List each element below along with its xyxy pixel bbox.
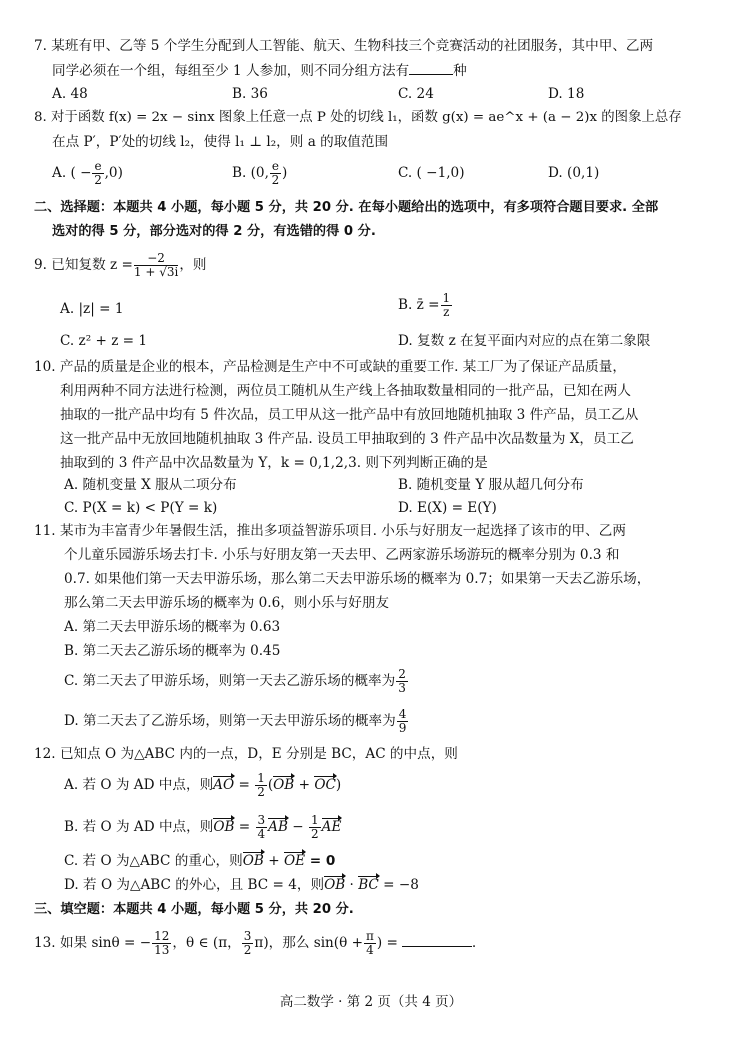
q11-option-d-text: D. 第二天去了乙游乐场，则第一天去甲游乐场的概率为 bbox=[64, 713, 396, 729]
q9-b-den: z bbox=[443, 305, 450, 319]
q12-d-dot: · bbox=[345, 877, 359, 893]
q12-c-vec-oe: OE bbox=[283, 853, 306, 869]
q12-a-fraction bbox=[255, 772, 267, 799]
q12-b-vec-ae: AE bbox=[321, 819, 342, 835]
q11-line3: 0.7. 如果他们第一天去甲游乐场，那么第二天去甲游乐场的概率为 0.7；如果第一天去乙游乐场， bbox=[64, 571, 651, 587]
q9-stem-den: 1 + √3i bbox=[133, 265, 179, 279]
q7-line1: 7. 某班有甲、乙等 5 个学生分配到人工智能、航天、生物科技三个竞赛活动的社团服务，其中甲、乙两 bbox=[34, 38, 654, 54]
q8-option-a-fraction bbox=[92, 160, 103, 187]
q7-option-d: D. 18 bbox=[548, 86, 585, 102]
q12-option-d bbox=[64, 876, 419, 894]
q9-option-b-pre: B. z̄ = bbox=[398, 297, 440, 313]
q9-stem-pre: 9. 已知复数 z = bbox=[34, 257, 133, 273]
q12-b-vec-ob: OB bbox=[213, 819, 235, 835]
q8-option-a-post: ,0) bbox=[104, 165, 123, 181]
q12-a-num: 1 bbox=[257, 771, 265, 785]
q11-c-den: 3 bbox=[398, 681, 406, 695]
q8-line1: 8. 对于函数 f(x) = 2x − sinx 图象上任意一点 P 处的切线 l₁，函数 g(x) = ae^x + (a − 2)x 的图象上总存 bbox=[34, 110, 682, 125]
q10-line4: 这一批产品中无放回地随机抽取 3 件产品. 设员工甲抽取到的 3 件产品中次品数量为 X，员工乙 bbox=[60, 431, 634, 447]
q10-line5: 抽取到的 3 件产品中次品数量为 Y，k = 0,1,2,3. 则下列判断正确的是 bbox=[60, 455, 488, 471]
q9-stem-num: −2 bbox=[134, 252, 178, 266]
q7-line2-text: 同学必须在一个组，每组至少 1 人参加，则不同分组方法有 bbox=[52, 63, 410, 79]
q12-a-vec-ob: OB bbox=[273, 777, 295, 793]
q12-option-c bbox=[64, 852, 335, 870]
q11-line2: 个儿童乐园游乐场去打卡. 小乐与好朋友第一天去甲、乙两家游乐场游玩的概率分别为 0.3 和 bbox=[64, 547, 620, 563]
q12-stem: 12. 已知点 O 为△ABC 内的一点，D，E 分别是 BC，AC 的中点，则 bbox=[34, 746, 458, 762]
q13-fraction2 bbox=[242, 930, 254, 957]
q12-d-vec-ob: OB bbox=[324, 877, 346, 893]
q12-c-pre: C. 若 O 为△ABC 的重心，则 bbox=[64, 853, 243, 869]
q9-b-num: 1 bbox=[442, 291, 451, 305]
q7-line2 bbox=[52, 61, 467, 80]
q8-line2: 在点 P′，P′处的切线 l₂，使得 l₁ ⊥ l₂，则 a 的取值范围 bbox=[52, 134, 389, 150]
q12-c-vec-ob: OB bbox=[242, 853, 264, 869]
q8-option-a bbox=[52, 160, 123, 187]
q12-b-pre: B. 若 O 为 AD 中点，则 bbox=[64, 819, 214, 835]
q7-answer-blank bbox=[409, 61, 453, 75]
q8-b-num: e bbox=[271, 159, 280, 173]
q11-option-d-fraction bbox=[397, 708, 409, 735]
q12-b-vec-ab: AB bbox=[268, 819, 288, 835]
q13-mid: ，θ ∈ (π， bbox=[172, 935, 241, 951]
q13-post: ) = bbox=[376, 935, 398, 951]
q12-b-fraction1 bbox=[256, 814, 268, 841]
q12-d-pre: D. 若 O 为△ABC 的外心，且 BC = 4，则 bbox=[64, 877, 325, 893]
q12-a-plus: + bbox=[294, 777, 315, 793]
q9-option-c: C. z² + z = 1 bbox=[60, 333, 148, 349]
q11-option-a: A. 第二天去甲游乐场的概率为 0.63 bbox=[64, 619, 281, 635]
section3-title: 三、填空题：本题共 4 小题，每小题 5 分，共 20 分. bbox=[34, 902, 354, 917]
q11-option-c bbox=[64, 668, 409, 695]
q11-option-c-fraction bbox=[396, 668, 408, 695]
q13-stem bbox=[34, 930, 476, 957]
q10-line2: 利用两种不同方法进行检测，两位员工随机从生产线上各抽取数量相同的一批产品，已知在两人 bbox=[60, 383, 631, 399]
section2-line1: 二、选择题：本题共 4 小题，每小题 5 分，共 20 分. 在每小题给出的选项中，有多项符合题目要求. 全部 bbox=[34, 200, 659, 215]
q13-mid2: π)，那么 sin(θ + bbox=[254, 935, 364, 951]
q7-option-b: B. 36 bbox=[232, 86, 268, 102]
q9-option-b bbox=[398, 292, 453, 319]
q12-b-den2: 2 bbox=[311, 827, 319, 841]
q9-option-d: D. 复数 z 在复平面内对应的点在第二象限 bbox=[398, 333, 651, 349]
q8-option-b-pre: B. (0, bbox=[232, 165, 269, 181]
q7-option-c: C. 24 bbox=[398, 86, 434, 102]
q11-option-b: B. 第二天去乙游乐场的概率为 0.45 bbox=[64, 643, 281, 659]
q9-stem-post: ，则 bbox=[179, 257, 207, 273]
q12-option-a bbox=[64, 772, 341, 799]
q8-option-b-post: ) bbox=[282, 165, 288, 181]
q10-option-b: B. 随机变量 Y 服从超几何分布 bbox=[398, 477, 584, 493]
q11-line1: 11. 某市为丰富青少年暑假生活，推出多项益智游乐项目. 小乐与好朋友一起选择了该市的甲、乙两 bbox=[34, 523, 626, 539]
q10-option-a: A. 随机变量 X 服从二项分布 bbox=[64, 477, 237, 493]
q9-option-a: A. |z| = 1 bbox=[60, 301, 124, 317]
q10-option-c: C. P(X = k) < P(Y = k) bbox=[64, 500, 218, 516]
q11-d-num: 4 bbox=[398, 707, 407, 721]
section2-line2: 选对的得 5 分，部分选对的得 2 分，有选错的得 0 分. bbox=[52, 224, 376, 239]
q8-option-b bbox=[232, 160, 287, 187]
q7-option-a: A. 48 bbox=[52, 86, 88, 102]
q11-option-d bbox=[64, 708, 409, 735]
q12-b-eq: = bbox=[234, 819, 255, 835]
q13-num2: 3 bbox=[243, 929, 252, 943]
q8-option-b-fraction bbox=[270, 160, 281, 187]
q10-line1: 10. 产品的质量是企业的根本，产品检测是生产中不可或缺的重要工作. 某工厂为了保证产品质量， bbox=[34, 359, 626, 375]
q12-d-post: = −8 bbox=[378, 877, 419, 893]
q12-a-vec-oc: OC bbox=[314, 777, 336, 793]
q13-den2: 2 bbox=[243, 943, 252, 957]
q12-a-rparen: ) bbox=[335, 777, 342, 793]
q8-a-num: e bbox=[94, 159, 102, 173]
q13-den3: 4 bbox=[366, 943, 374, 957]
q13-period: . bbox=[471, 935, 477, 951]
q12-a-pre: A. 若 O 为 AD 中点，则 bbox=[64, 777, 214, 793]
q13-answer-blank bbox=[402, 933, 472, 947]
q8-option-d: D. (0,1) bbox=[548, 165, 600, 181]
q13-fraction1 bbox=[152, 930, 171, 957]
q11-option-c-text: C. 第二天去了甲游乐场，则第一天去乙游乐场的概率为 bbox=[64, 673, 396, 689]
q12-b-den1: 4 bbox=[257, 827, 266, 841]
q7-line2-end: 种 bbox=[453, 63, 467, 79]
q8-option-c: C. ( −1,0) bbox=[398, 165, 465, 181]
q12-c-plus: + bbox=[263, 853, 284, 869]
q12-a-eq: = bbox=[234, 777, 255, 793]
q11-line4: 那么第二天去甲游乐场的概率为 0.6，则小乐与好朋友 bbox=[64, 595, 390, 611]
q12-b-minus: − bbox=[287, 819, 309, 835]
q12-b-fraction2 bbox=[309, 814, 321, 841]
q13-den1: 13 bbox=[154, 943, 170, 957]
q12-d-vec-bc: BC bbox=[358, 877, 379, 893]
q8-b-den: 2 bbox=[271, 173, 280, 187]
q12-b-num1: 3 bbox=[257, 813, 266, 827]
q12-a-vec-ao: AO bbox=[213, 777, 235, 793]
q13-pre: 13. 如果 sinθ = − bbox=[34, 935, 152, 951]
q9-stem-fraction bbox=[134, 252, 178, 279]
q13-num3: π bbox=[366, 929, 374, 943]
q12-option-b bbox=[64, 814, 341, 841]
q13-num1: 12 bbox=[154, 929, 170, 943]
q12-a-lparen: ( bbox=[267, 777, 274, 793]
q10-line3: 抽取的一批产品中均有 5 件次品，员工甲从这一批产品中有放回地随机抽取 3 件产品，员工乙从 bbox=[60, 407, 639, 423]
q12-c-post: = 0 bbox=[305, 853, 336, 869]
q11-d-den: 9 bbox=[398, 721, 407, 735]
q12-b-num2: 1 bbox=[311, 813, 319, 827]
q11-c-num: 2 bbox=[398, 667, 406, 681]
page-footer: 高二数学 · 第 2 页（共 4 页） bbox=[279, 994, 463, 1010]
q9-stem bbox=[34, 252, 207, 279]
q12-a-den: 2 bbox=[257, 785, 265, 799]
q8-a-den: 2 bbox=[94, 173, 102, 187]
q13-fraction3 bbox=[364, 930, 376, 957]
q8-option-a-pre: A. ( − bbox=[52, 165, 92, 181]
q9-option-b-fraction bbox=[441, 292, 453, 319]
q10-option-d: D. E(X) = E(Y) bbox=[398, 500, 497, 516]
